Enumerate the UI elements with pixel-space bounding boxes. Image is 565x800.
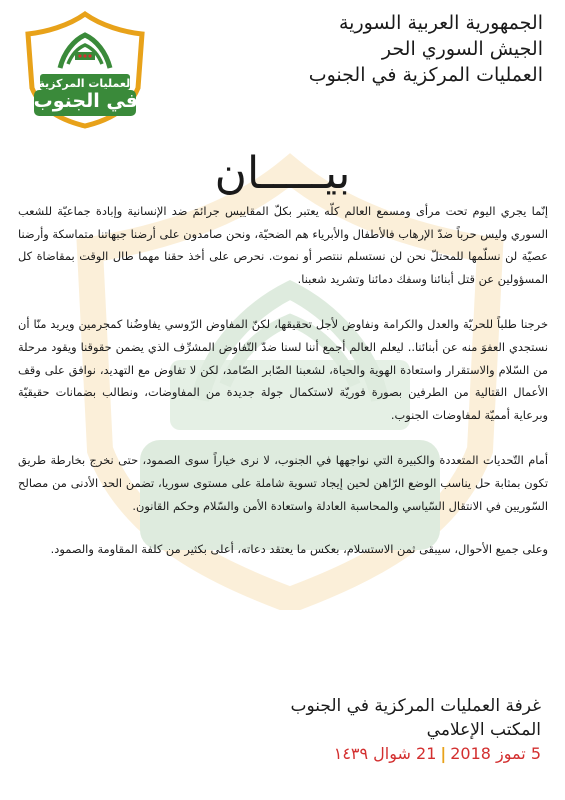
paragraph-2: خرجنا طلباً للحريّة والعدل والكرامة ونفاوض لأجل تحقيقها، لكنّ المفاوض الرّوسي يفاوضُنا كمجرمين ويريد منّا أن نستجدي العفوَ منه عن أبنائنا.. ليعلم العالم أجمع أننا لسنا ضدّ التّفاوض المشرِّف الذي يضمن حقوقنا ويقود مرحلة من السّلام والاستقرار واستعادة الهوية والحياة، لشعبنا الصّابر الصّامد، لكن لا تفاوض مع التهديد، نوافق على وقف الأعمال القتالية من الطرفين بصورة فوريّة لاستكمال جولة جديدة من المفاوضات، ونطالب بضمانات حقيقيّة وبرعاية أمميّة لمفاوضات الجنوب. <box>18 317 548 422</box>
header-army: الجيش السوري الحر <box>381 38 543 60</box>
header-country: الجمهورية العربية السورية <box>338 12 543 34</box>
paragraph-4: وعلى جميع الأحوال، سيبقى ثمن الاستسلام، بعكس ما يعتقد دعاته، أعلى بكثير من كلفة المقاومة والصمود. <box>50 542 548 557</box>
date-hijri: 21 شوال ١٤٣٩ <box>333 744 437 763</box>
page-title: بيـــــان <box>214 148 351 199</box>
logo-line-1: العمليات المركزية <box>38 77 134 90</box>
logo-emblem-icon <box>20 10 150 130</box>
date-line <box>221 743 541 765</box>
logo <box>20 10 150 130</box>
header-operations: العمليات المركزية في الجنوب <box>308 64 543 86</box>
paragraph-3: أمام التّحديات المتعددة والكبيرة التي نواجهها في الجنوب، لا نرى خياراً سوى الصمود، حتى نخرج بخارطة طريق تكون بمثابة حل يناسب الوضع الرّاهن لحين إيجاد تسوية شاملة على مستوى سوريا، تضمن الحد الأدنى من مصالح السّوريين في الانتقال السّياسي والمحاسبة العادلة واستعادة الأمن والسّلام وحكم القانون. <box>18 453 548 513</box>
signature-office: المكتب الإعلامي <box>426 720 541 740</box>
letterhead <box>213 10 543 88</box>
statement-body <box>18 200 548 584</box>
signature-block <box>221 694 541 765</box>
date-separator: | <box>440 744 447 763</box>
signature-room: غرفة العمليات المركزية في الجنوب <box>290 696 541 716</box>
paragraph-1: إنّما يجري اليوم تحت مرأى ومسمع العالم كلّه يعتبر بكلّ المقاييس جرائمَ ضد الإنسانية وإبادة جماعيّة للشعب السوري وليس حرباً ضدّ الإرهاب فالأطفال والأبرياء هم الضحيّة، ونحن صامدون على أرضنا جبهاتنا متماسكة وأرضنا عصيّة لن نسلّمها للمحتلّ نحن لن نستسلم ننتصر أو نموت. نحرص على أخذ حقنا مهما طال الوقت بمقاضاة كل المسؤولين عن قتل أبنائنا وسفك دمائنا وتشريد شعبنا. <box>18 204 548 286</box>
date-gregorian: 5 تموز 2018 <box>450 744 541 763</box>
logo-line-2: في الجنوب <box>33 90 138 112</box>
